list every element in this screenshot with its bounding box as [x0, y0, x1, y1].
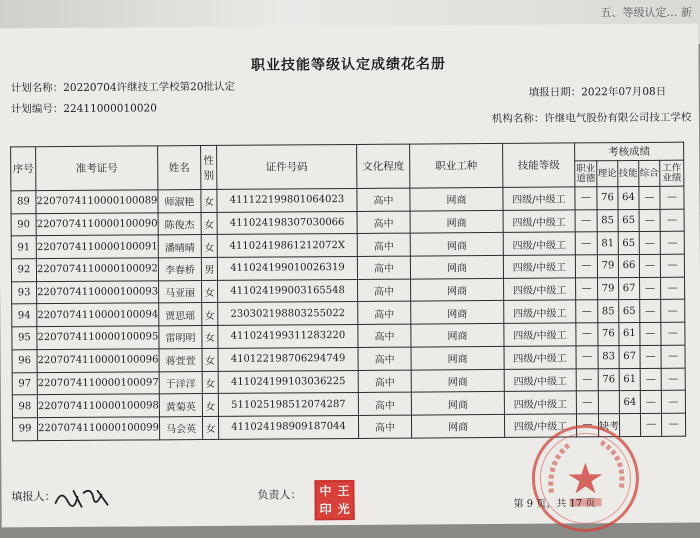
score-table: [10, 142, 686, 441]
header-level: 技能等级: [503, 143, 575, 188]
header-comprehensive: 综合: [639, 160, 660, 186]
cell-work-performance: —: [660, 254, 684, 277]
header-exam-no: 准考证号: [36, 146, 158, 191]
plan-name-label: 计划名称：: [10, 81, 64, 95]
plan-name-line: [11, 79, 235, 96]
cell-gender: 女: [202, 394, 218, 417]
cell-level: 四级/中级工: [504, 278, 576, 301]
cell-name: 雷明明: [159, 326, 202, 349]
cell-name: 潘晴晴: [158, 235, 201, 258]
cell-comprehensive: —: [640, 368, 661, 391]
cell-ethics: —: [575, 232, 597, 255]
cell-education: 高中: [357, 188, 410, 211]
org-value: 许继电气股份有限公司技工学校: [544, 111, 692, 125]
cell-occupation: 网商: [411, 392, 504, 415]
plan-no-value: 22411000010020: [63, 102, 157, 115]
header-theory: 理论: [597, 161, 618, 187]
cell-work-performance: —: [661, 413, 685, 436]
cell-id-no: 511025198512074287: [218, 393, 358, 417]
cell-seq: 93: [12, 281, 37, 304]
cell-education: 高中: [358, 415, 411, 438]
fill-date-value: 2022年07月08日: [581, 85, 667, 99]
cell-level: 四级/中级工: [503, 255, 575, 278]
header-seq: 序号: [11, 147, 36, 191]
cell-comprehensive: —: [640, 391, 661, 414]
stamp-char-2: 王: [337, 484, 350, 499]
cell-comprehensive: —: [640, 277, 661, 300]
filler-label: 填报人：: [11, 490, 56, 504]
cell-gender: 女: [202, 371, 218, 394]
cell-comprehensive: —: [639, 209, 660, 232]
plan-no-label: 计划编号：: [10, 102, 64, 116]
header-name: 姓名: [158, 146, 201, 190]
cell-occupation: 网商: [411, 324, 504, 347]
responsible-name-stamp: [314, 480, 354, 520]
header-work-performance: 工作业绩: [660, 160, 684, 186]
cell-ethics: —: [576, 300, 598, 323]
cell-level: 四级/中级工: [504, 391, 576, 414]
header-scores: 考核成绩: [575, 142, 684, 161]
filler-signature: [51, 483, 111, 511]
cell-level: 四级/中级工: [503, 232, 575, 255]
cell-skill: 67: [619, 277, 640, 300]
cell-theory: 79: [597, 255, 618, 278]
cell-name: 黄菊英: [159, 394, 202, 417]
cell-id-no: 41102419861212072X: [217, 234, 357, 258]
header-education: 文化程度: [357, 144, 410, 188]
cell-work-performance: —: [660, 232, 684, 255]
cell-education: 高中: [358, 324, 411, 347]
cell-exam-no: 2207074110000100096: [37, 349, 159, 373]
cell-exam-no: 2207074110000100092: [36, 258, 158, 282]
cell-gender: 女: [202, 348, 218, 371]
cell-exam-no: 2207074110000100097: [37, 371, 159, 395]
cell-education: 高中: [358, 279, 411, 302]
cell-comprehensive: —: [640, 322, 661, 345]
cell-ethics: —: [575, 209, 597, 232]
cell-level: 四级/中级工: [504, 414, 576, 437]
cell-work-performance: —: [661, 300, 685, 323]
stamp-char-4: 光: [337, 502, 350, 517]
cell-work-performance: —: [661, 322, 685, 345]
header-id-no: 证件号码: [217, 144, 357, 189]
cell-occupation: 网商: [411, 369, 504, 392]
cell-gender: 女: [202, 326, 218, 349]
cell-seq: 94: [12, 304, 37, 327]
cell-gender: 男: [201, 257, 217, 280]
org-label: 机构名称：: [491, 112, 545, 126]
cell-id-no: 411122199801064023: [217, 188, 357, 212]
cell-occupation: 网商: [410, 255, 503, 278]
cell-theory: 76: [597, 187, 618, 210]
cell-gender: 女: [202, 416, 218, 439]
cell-name: 于洋洋: [159, 371, 202, 394]
cell-level: 四级/中级工: [504, 300, 576, 323]
cell-occupation: 网商: [410, 187, 503, 210]
cell-ethics: —: [576, 323, 598, 346]
cell-exam-no: 2207074110000100091: [36, 235, 158, 259]
cell-comprehensive: —: [639, 186, 660, 209]
cell-exam-no: 2207074110000100098: [37, 394, 159, 418]
header-occupation: 职业工种: [410, 143, 503, 188]
cell-theory: 85: [597, 209, 618, 232]
org-line: [492, 110, 692, 126]
cell-seq: 96: [12, 349, 37, 372]
cell-exam-no: 2207074110000100089: [36, 190, 158, 214]
cell-exam-no: 2207074110000100094: [37, 303, 159, 327]
cell-comprehensive: —: [640, 345, 661, 368]
cell-id-no: 230302198803255022: [218, 302, 358, 326]
document-title: 职业技能等级认定成绩花名册: [250, 56, 447, 74]
official-seal-icon: [529, 422, 642, 535]
cell-work-performance: —: [661, 390, 685, 413]
cell-skill: 64: [619, 391, 640, 414]
cell-theory: [598, 391, 619, 414]
background-corner-text: 五、等级认定… 新: [600, 6, 692, 19]
page-info: 第 9 页，共 17 页: [513, 498, 596, 510]
cell-name: 马会英: [159, 416, 202, 439]
cell-exam-no: 2207074110000100093: [37, 281, 159, 305]
stamp-char-1: 中: [319, 484, 332, 499]
cell-seq: 92: [11, 259, 36, 282]
cell-seq: 91: [11, 236, 36, 259]
cell-theory: 缺考: [598, 413, 619, 436]
responsible-label: 负责人：: [257, 488, 302, 502]
cell-name: 蒋萱萱: [159, 348, 202, 371]
cell-skill: 65: [618, 209, 639, 232]
cell-work-performance: —: [660, 209, 684, 232]
stamp-char-3: 印: [319, 502, 332, 517]
cell-education: 高中: [357, 256, 410, 279]
cell-skill: 61: [619, 368, 640, 391]
fill-date-label: 填报日期：: [528, 86, 582, 99]
cell-work-performance: —: [661, 277, 685, 300]
cell-level: 四级/中级工: [504, 368, 576, 391]
cell-work-performance: —: [661, 368, 685, 391]
header-skill: 技能: [618, 160, 639, 186]
cell-comprehensive: —: [639, 232, 660, 255]
cell-education: 高中: [358, 302, 411, 325]
cell-theory: 76: [598, 368, 619, 391]
cell-id-no: 411024199103036225: [218, 370, 358, 394]
cell-exam-no: 2207074110000100090: [36, 213, 158, 237]
fill-date-line: [529, 84, 667, 100]
score-table-body: [11, 186, 686, 440]
cell-exam-no: 2207074110000100099: [37, 417, 159, 441]
cell-skill: 66: [618, 255, 639, 278]
cell-level: 四级/中级工: [503, 210, 575, 233]
cell-seq: 99: [12, 418, 37, 441]
cell-ethics: —: [575, 187, 597, 210]
cell-id-no: 411024199010026319: [217, 257, 357, 281]
cell-gender: 女: [202, 280, 218, 303]
header-ethics: 职业道德: [575, 161, 597, 187]
cell-exam-no: 2207074110000100095: [37, 326, 159, 350]
cell-seq: 90: [11, 213, 36, 236]
cell-skill: 61: [619, 323, 640, 346]
cell-skill: 67: [619, 345, 640, 368]
header-gender: 性别: [201, 145, 217, 189]
cell-level: 四级/中级工: [504, 323, 576, 346]
plan-no-line: [11, 100, 157, 116]
cell-education: 高中: [357, 211, 410, 234]
cell-level: 四级/中级工: [504, 346, 576, 369]
cell-seq: 98: [12, 395, 37, 418]
cell-ethics: —: [576, 414, 598, 437]
cell-gender: 女: [201, 189, 217, 212]
cell-name: 陈俊杰: [158, 212, 201, 235]
cell-skill: 65: [618, 232, 639, 255]
cell-ethics: —: [575, 255, 597, 278]
cell-theory: 85: [598, 300, 619, 323]
roster-sheet: [0, 24, 700, 528]
cell-theory: 83: [598, 345, 619, 368]
cell-occupation: 网商: [410, 210, 503, 233]
cell-id-no: 411024198909187044: [218, 415, 358, 439]
cell-ethics: —: [576, 368, 598, 391]
cell-theory: 81: [597, 232, 618, 255]
cell-comprehensive: —: [640, 413, 661, 436]
cell-education: 高中: [358, 347, 411, 370]
plan-name-value: 20220704许继技工学校第20批认定: [63, 80, 236, 94]
cell-name: 贾思瑶: [159, 303, 202, 326]
cell-ethics: —: [576, 346, 598, 369]
cell-occupation: 网商: [411, 414, 504, 437]
cell-occupation: 网商: [411, 301, 504, 324]
cell-name: 师淑艳: [158, 190, 201, 213]
cell-work-performance: —: [660, 186, 684, 209]
cell-comprehensive: —: [639, 254, 660, 277]
cell-ethics: —: [576, 278, 598, 301]
cell-gender: 女: [202, 303, 218, 326]
cell-work-performance: —: [661, 345, 685, 368]
cell-ethics: —: [576, 391, 598, 414]
cell-name: 马亚丽: [159, 280, 202, 303]
cell-education: 高中: [358, 370, 411, 393]
cell-comprehensive: —: [640, 300, 661, 323]
cell-education: 高中: [357, 233, 410, 256]
cell-gender: 女: [201, 235, 217, 258]
cell-seq: 95: [12, 327, 37, 350]
cell-occupation: 网商: [411, 278, 504, 301]
cell-id-no: 411024198307030066: [217, 211, 357, 235]
cell-skill: 64: [618, 186, 639, 209]
cell-gender: 女: [201, 212, 217, 235]
cell-id-no: 410122198706294749: [218, 347, 358, 371]
cell-education: 高中: [358, 392, 411, 415]
cell-id-no: 411024199311283220: [218, 325, 358, 349]
cell-level: 四级/中级工: [503, 187, 575, 210]
cell-theory: 79: [598, 277, 619, 300]
cell-seq: 97: [12, 372, 37, 395]
cell-theory: 76: [598, 323, 619, 346]
cell-skill: 65: [619, 300, 640, 323]
cell-seq: 89: [11, 191, 36, 214]
cell-name: 李春桥: [158, 258, 201, 281]
cell-id-no: 411024199003165548: [218, 279, 358, 303]
cell-occupation: 网商: [410, 233, 503, 256]
cell-occupation: 网商: [411, 346, 504, 369]
